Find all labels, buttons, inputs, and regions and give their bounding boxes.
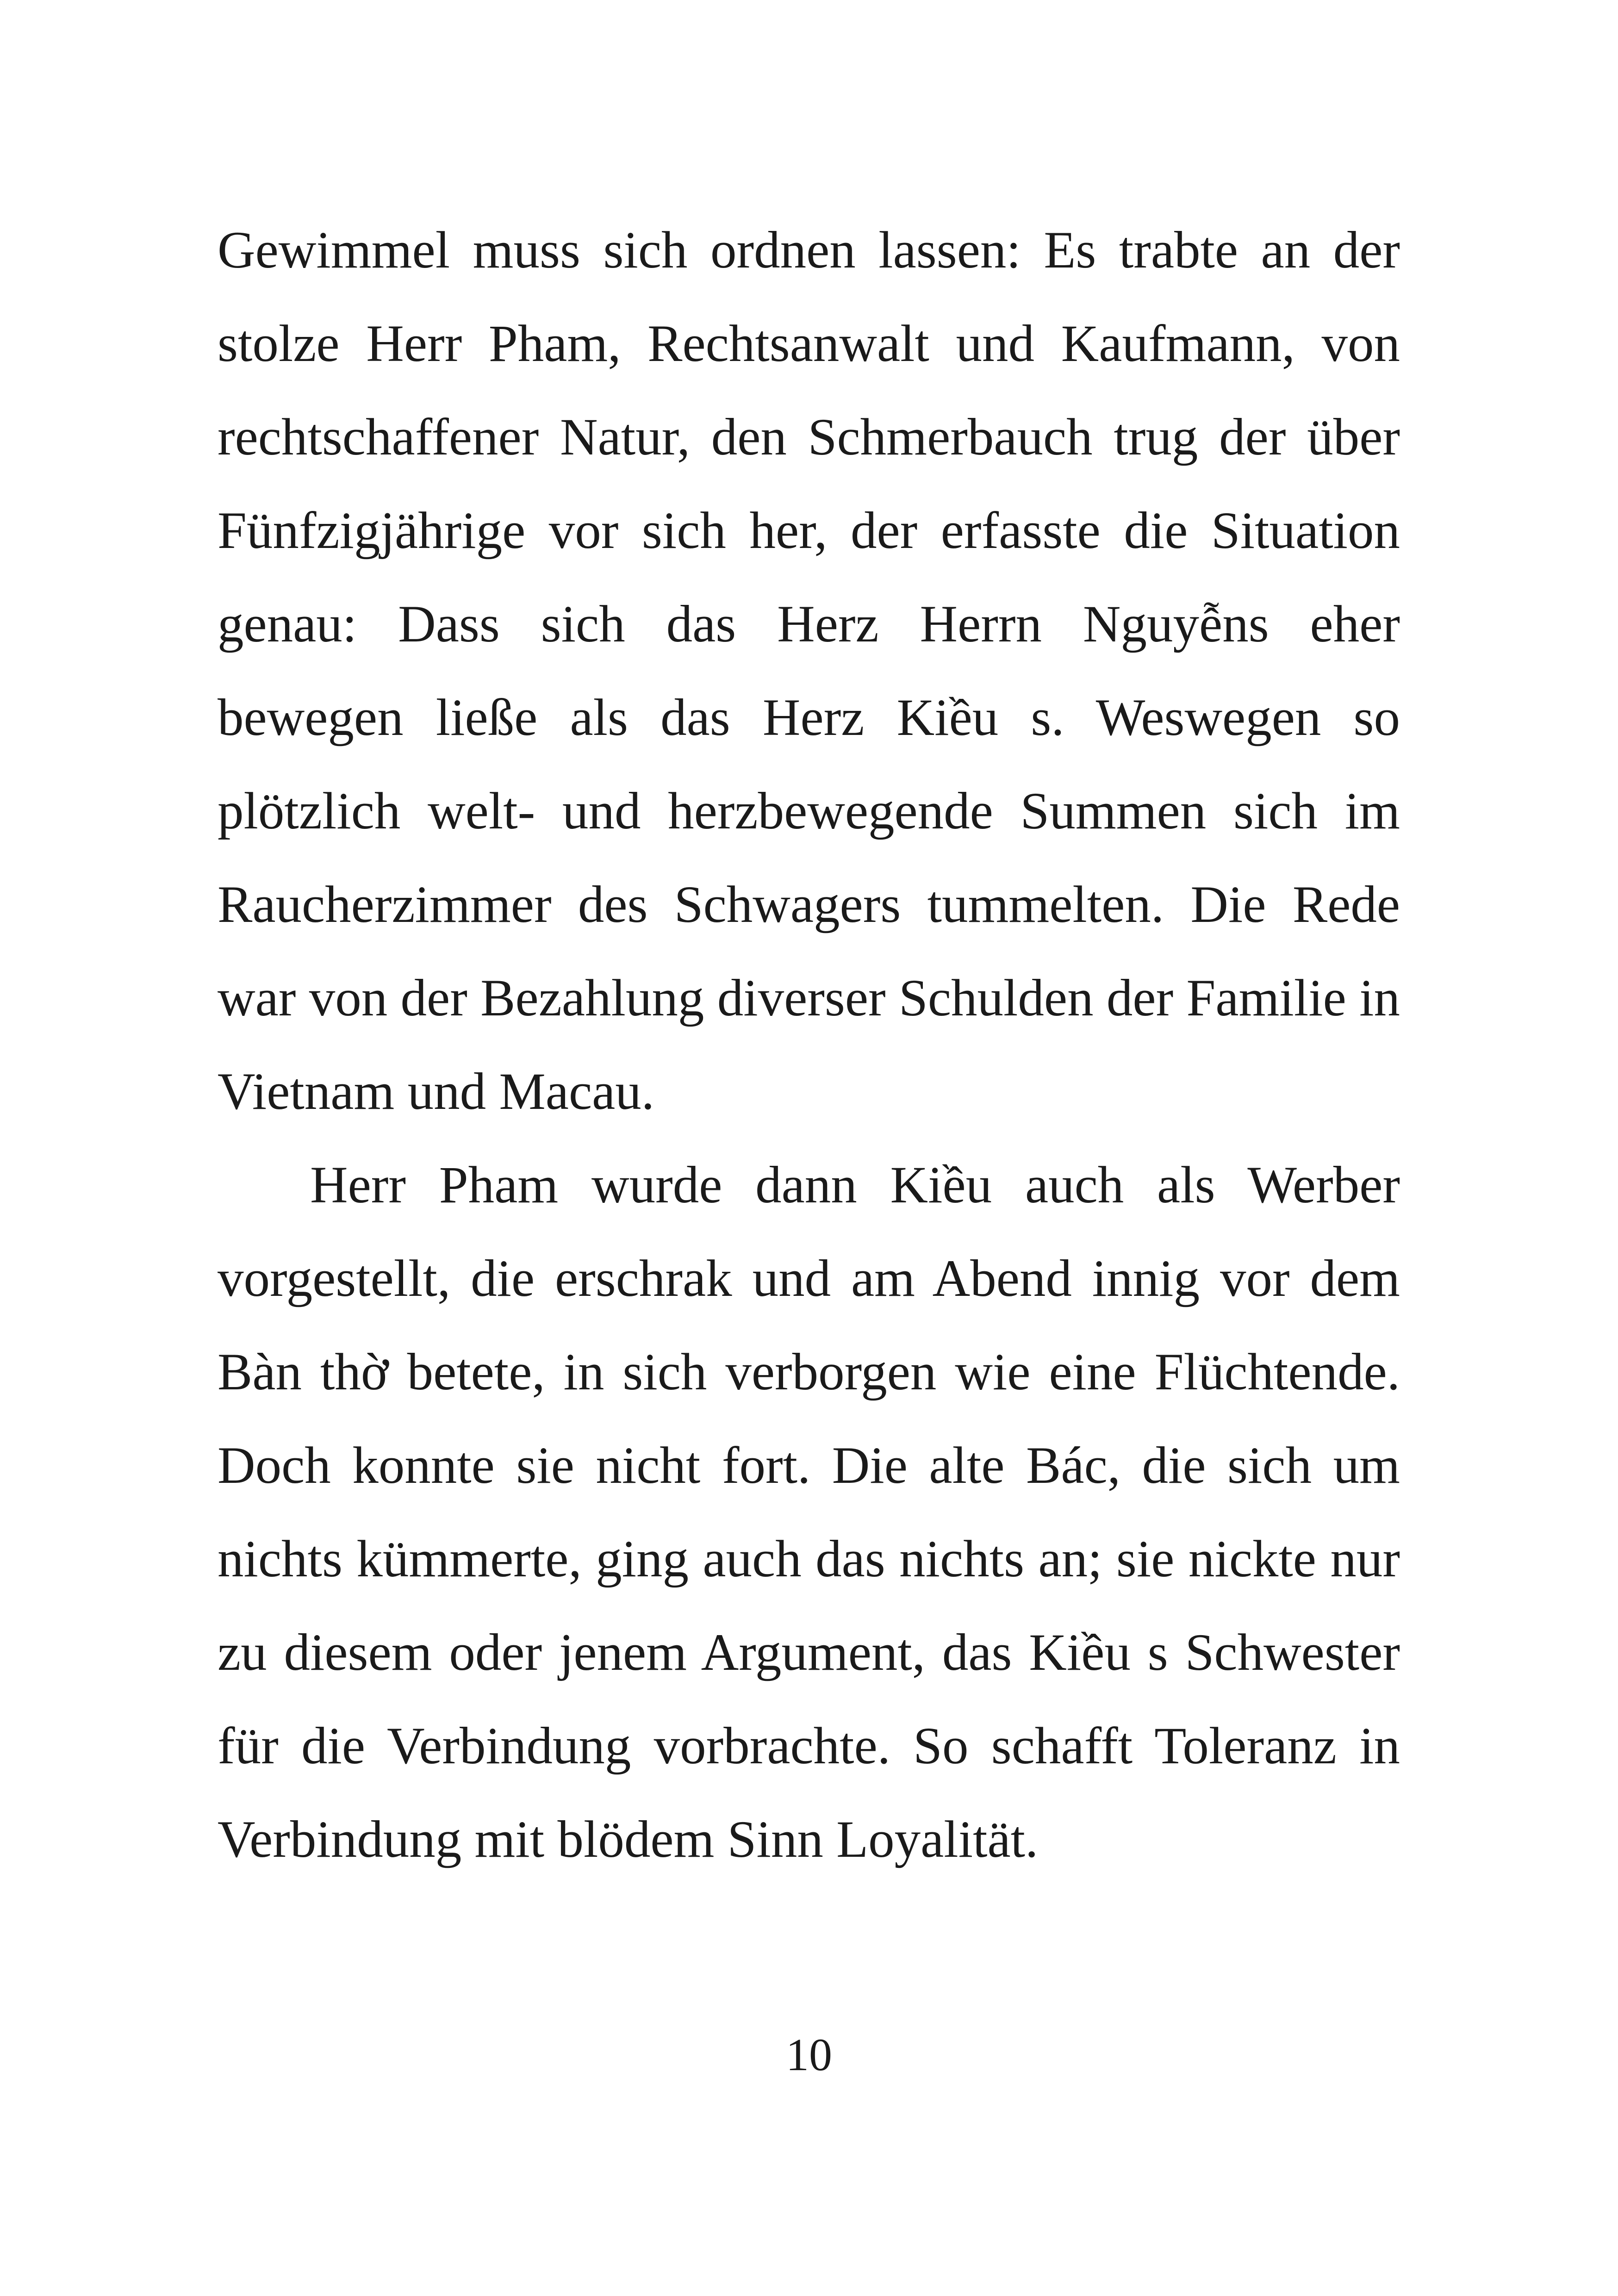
paragraph-1: Gewimmel muss sich ordnen lassen: Es trabte an der stolze Herr Pham, Rechtsanwalt und Kaufmann, von rechtschaffener Natur, den Schmerbauch trug der über Fünfzigjährige vor sich her, der erfasste die Situation genau: Dass sich das Herz Herrn Nguyễns eher bewegen ließe als das Herz Kiều s. Weswegen so plötzlich welt- und herzbewegende Summen sich im Raucherzimmer des Schwagers tummelten. Die Rede war von der Bezahlung diverser Schulden der Familie in Vietnam und Macau. (218, 221, 1400, 1120)
paragraph-2: Herr Pham wurde dann Kiều auch als Werber vorgestellt, die erschrak und am Abend innig vor dem Bàn thờ betete, in sich verborgen wie eine Flüchtende. Doch konnte sie nicht fort. Die alte Bác, die sich um nichts kümmerte, ging auch das nichts an; sie nickte nur zu diesem oder jenem Argument, das Kiều s Schwester für die Verbindung vorbrachte. So schafft Toleranz in Verbindung mit blödem Sinn Loyalität. (218, 1156, 1400, 1868)
page-number: 10 (786, 2029, 832, 2080)
body-text (218, 204, 1400, 1886)
